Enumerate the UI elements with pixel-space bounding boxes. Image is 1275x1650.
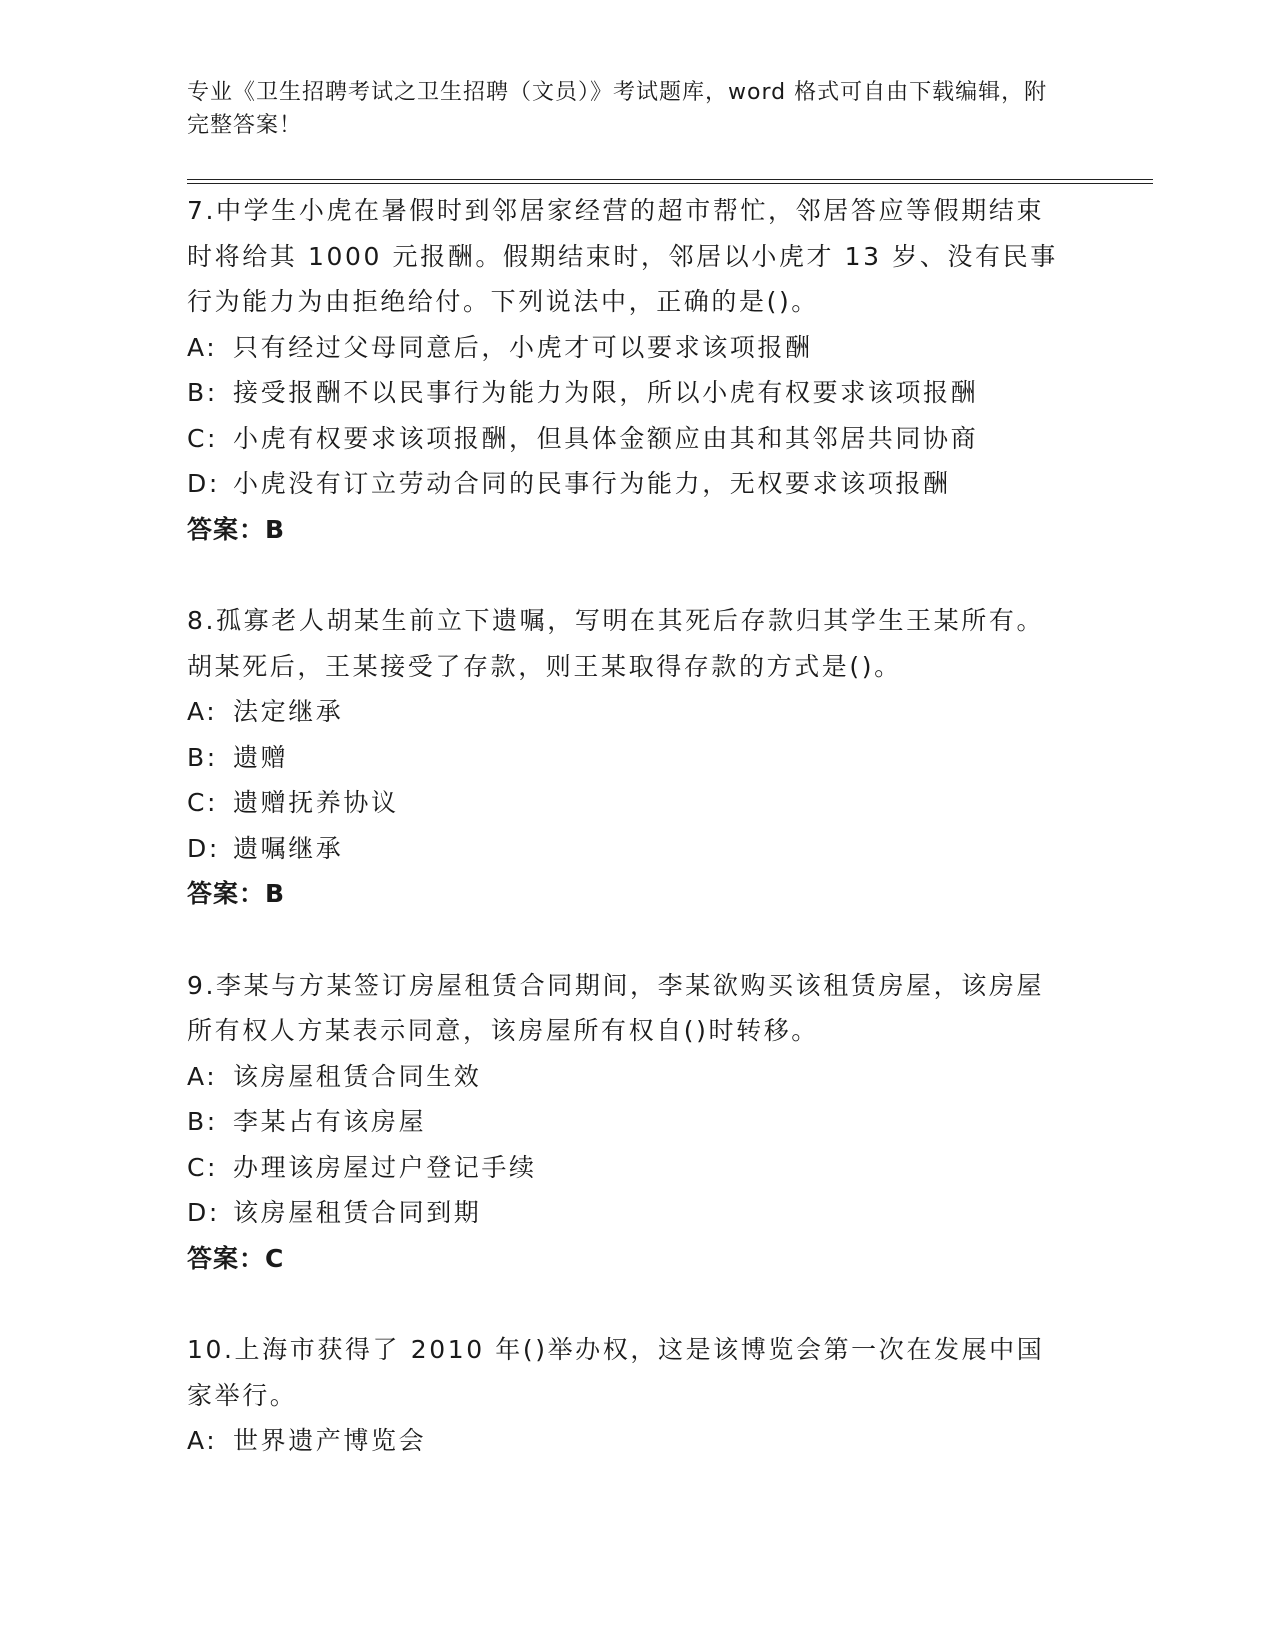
option-b <box>187 370 1067 416</box>
header-divider-top <box>187 179 1153 180</box>
question-7 <box>187 188 1067 552</box>
option-d <box>187 461 1067 507</box>
option-text: 李某占有该房屋 <box>233 1107 427 1136</box>
header-text: 专业《卫生招聘考试之卫生招聘（文员）》考试题库，word 格式可自由下载编辑，附完整答案！ <box>187 80 1048 138</box>
option-text: 该房屋租赁合同生效 <box>233 1061 482 1091</box>
option-letter: A: <box>187 332 218 362</box>
option-text: 世界遗产博览会 <box>233 1426 427 1455</box>
answer-line: 答案：B <box>187 879 286 908</box>
option-letter: A: <box>187 1061 218 1091</box>
option-letter: C: <box>187 1152 219 1182</box>
option-text: 办理该房屋过户登记手续 <box>233 1152 537 1182</box>
option-text: 遗赠抚养协议 <box>233 788 399 817</box>
option-letter: B: <box>187 1107 218 1136</box>
option-text: 接受报酬不以民事行为能力为限，所以小虎有权要求该项报酬 <box>233 378 979 407</box>
option-text: 遗嘱继承 <box>233 833 344 863</box>
option-a <box>187 325 1067 371</box>
option-a <box>187 689 1067 735</box>
option-text: 小虎有权要求该项报酬，但具体金额应由其和其邻居共同协商 <box>233 423 979 453</box>
option-letter: A: <box>187 697 218 726</box>
option-letter: B: <box>187 378 218 407</box>
question-list <box>187 188 1067 1510</box>
option-c <box>187 1145 1067 1191</box>
option-c <box>187 416 1067 462</box>
option-a <box>187 1418 1067 1464</box>
option-letter: B: <box>187 742 218 772</box>
question-text: 7.中学生小虎在暑假时到邻居家经营的超市帮忙，邻居答应等假期结束时将给其 1000 元报酬。假期结束时，邻居以小虎才 13 岁、没有民事行为能力为由拒绝给付。下列说法中，正确的是()。 <box>187 196 1058 316</box>
option-d <box>187 1190 1067 1236</box>
header-divider-bottom <box>187 183 1153 184</box>
option-letter: C: <box>187 788 219 817</box>
option-letter: D: <box>187 1198 220 1227</box>
option-text: 该房屋租赁合同到期 <box>233 1198 482 1227</box>
question-8 <box>187 598 1067 917</box>
option-letter: A: <box>187 1426 218 1455</box>
question-10 <box>187 1327 1067 1464</box>
answer-line: 答案：B <box>187 514 286 544</box>
answer-line: 答案：C <box>187 1243 285 1273</box>
option-a <box>187 1054 1067 1100</box>
option-b <box>187 1099 1067 1145</box>
option-letter: D: <box>187 469 220 498</box>
document-header <box>187 76 1067 142</box>
question-text: 10.上海市获得了 2010 年()举办权，这是该博览会第一次在发展中国家举行。 <box>187 1335 1045 1410</box>
question-text: 9.李某与方某签订房屋租赁合同期间，李某欲购买该租赁房屋，该房屋所有权人方某表示同意，该房屋所有权自()时转移。 <box>187 970 1045 1045</box>
question-text: 8.孤寡老人胡某生前立下遗嘱，写明在其死后存款归其学生王某所有。胡某死后，王某接受了存款，则王某取得存款的方式是()。 <box>187 606 1045 681</box>
option-text: 遗赠 <box>233 742 289 772</box>
option-text: 小虎没有订立劳动合同的民事行为能力，无权要求该项报酬 <box>233 469 951 498</box>
option-letter: C: <box>187 423 219 453</box>
option-d <box>187 826 1067 872</box>
option-text: 法定继承 <box>233 697 344 726</box>
option-c <box>187 780 1067 826</box>
option-text: 只有经过父母同意后，小虎才可以要求该项报酬 <box>233 332 813 362</box>
option-letter: D: <box>187 833 220 863</box>
option-b <box>187 735 1067 781</box>
question-9 <box>187 963 1067 1282</box>
